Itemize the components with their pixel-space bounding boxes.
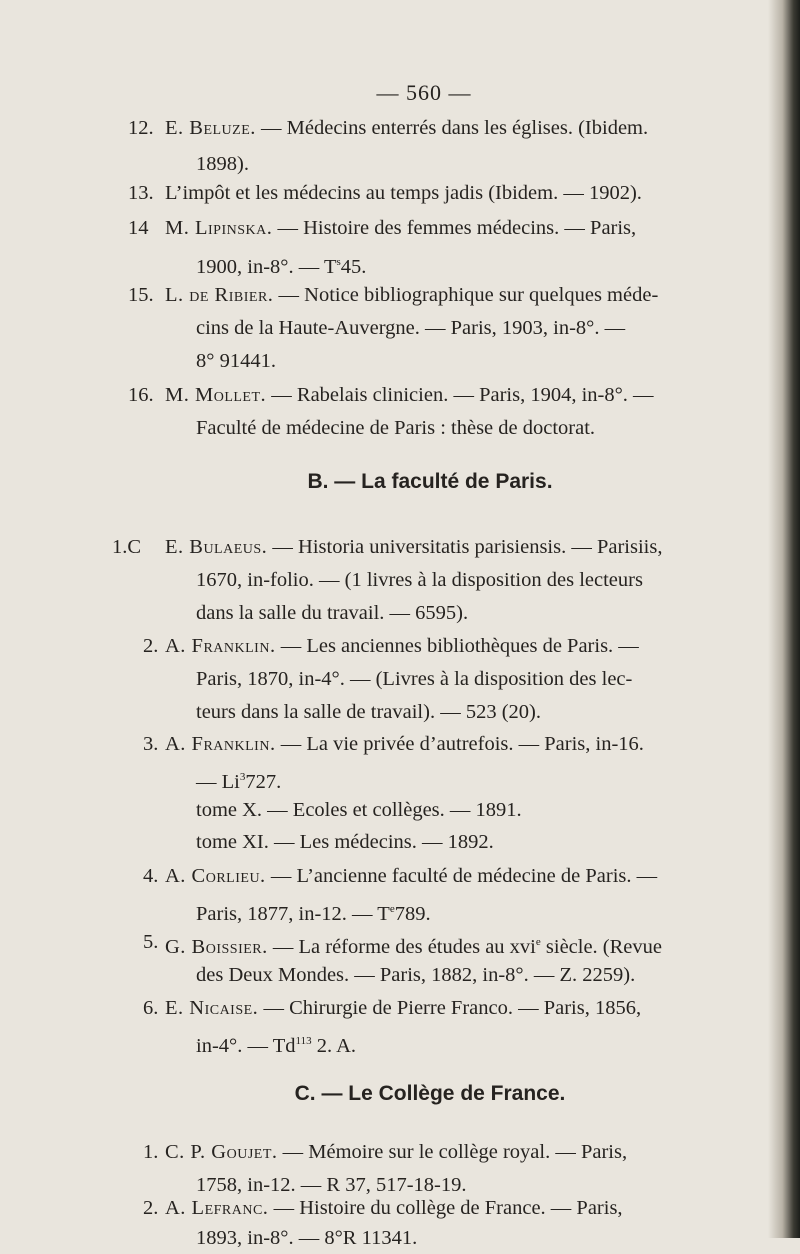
section-b-heading: B. — La faculté de Paris. <box>307 470 553 493</box>
section-c-heading: C. — Le Collège de France. <box>294 1082 566 1105</box>
page-number: — 560 — <box>376 80 472 105</box>
book-page: — 560 — 12. E. Beluze. — Médecins enterrés dans les églises. (Ibidem. 1898). 13. L’impôt et les médecins au temps jadis (Ibidem. — 1902). 14 M. Lipinska. — Histoire des femmes médecins. — Paris, 1900, in-8°. — $T^s45$. 15. L. de Ribier. — Notice bibliographique sur quelques méde- cins de la Haute-Auvergne. — Paris, 1903, in-8°. — 8° 91441. 16. M. Mollet. — Rabelais clinicien. — Paris, 1904, in-8°. — Faculté de médecine de Paris : thèse de doctorat. B. — La faculté de Paris. 1.C E. Bulaeus. — Historia universitatis parisiensis. — Parisiis, 1670, in-folio. — (1 livres à la disposition des lecteurs dans la salle du travail. — 6595). 2. A. Franklin. — Les anciennes bibliothèques de Paris. — Paris, 1870, in-4°. — (Livres à la disposition des lec- teurs dans la salle de travail). — 523 (20). 3. A. Franklin. — La vie privée d’autrefois. — Paris, in-16. — Li$^3$727. tome X. — Ecoles et collèges. — 1891. tome XI. — Les médecins. — 1892. 4. A. Corlieu. — L’ancienne faculté de médecine de Paris. — Paris, 1877, in-12. — $T^e789$. 5. G. Boissier. — La réforme des études au xvi$^e$ siècle. (Revue des Deux Mondes. — Paris, 1882, in-8°. — Z. 2259). 6. E. Nicaise. — Chirurgie de Pierre Franco. — Paris, 1856, in-4°. — Td$^{113}$ 2. A. C. — Le Collège de France. 1. C. P. Goujet. — Mémoire sur le collège royal. — Paris, 1758, in-12. — R 37, 517-18-19. 2. A. Lefranc. — Histoire du collège de France. — Paris, 1893, in-8°. — 8°R 11341. <box>0 0 800 1238</box>
page-edge-shadow <box>768 0 800 1238</box>
